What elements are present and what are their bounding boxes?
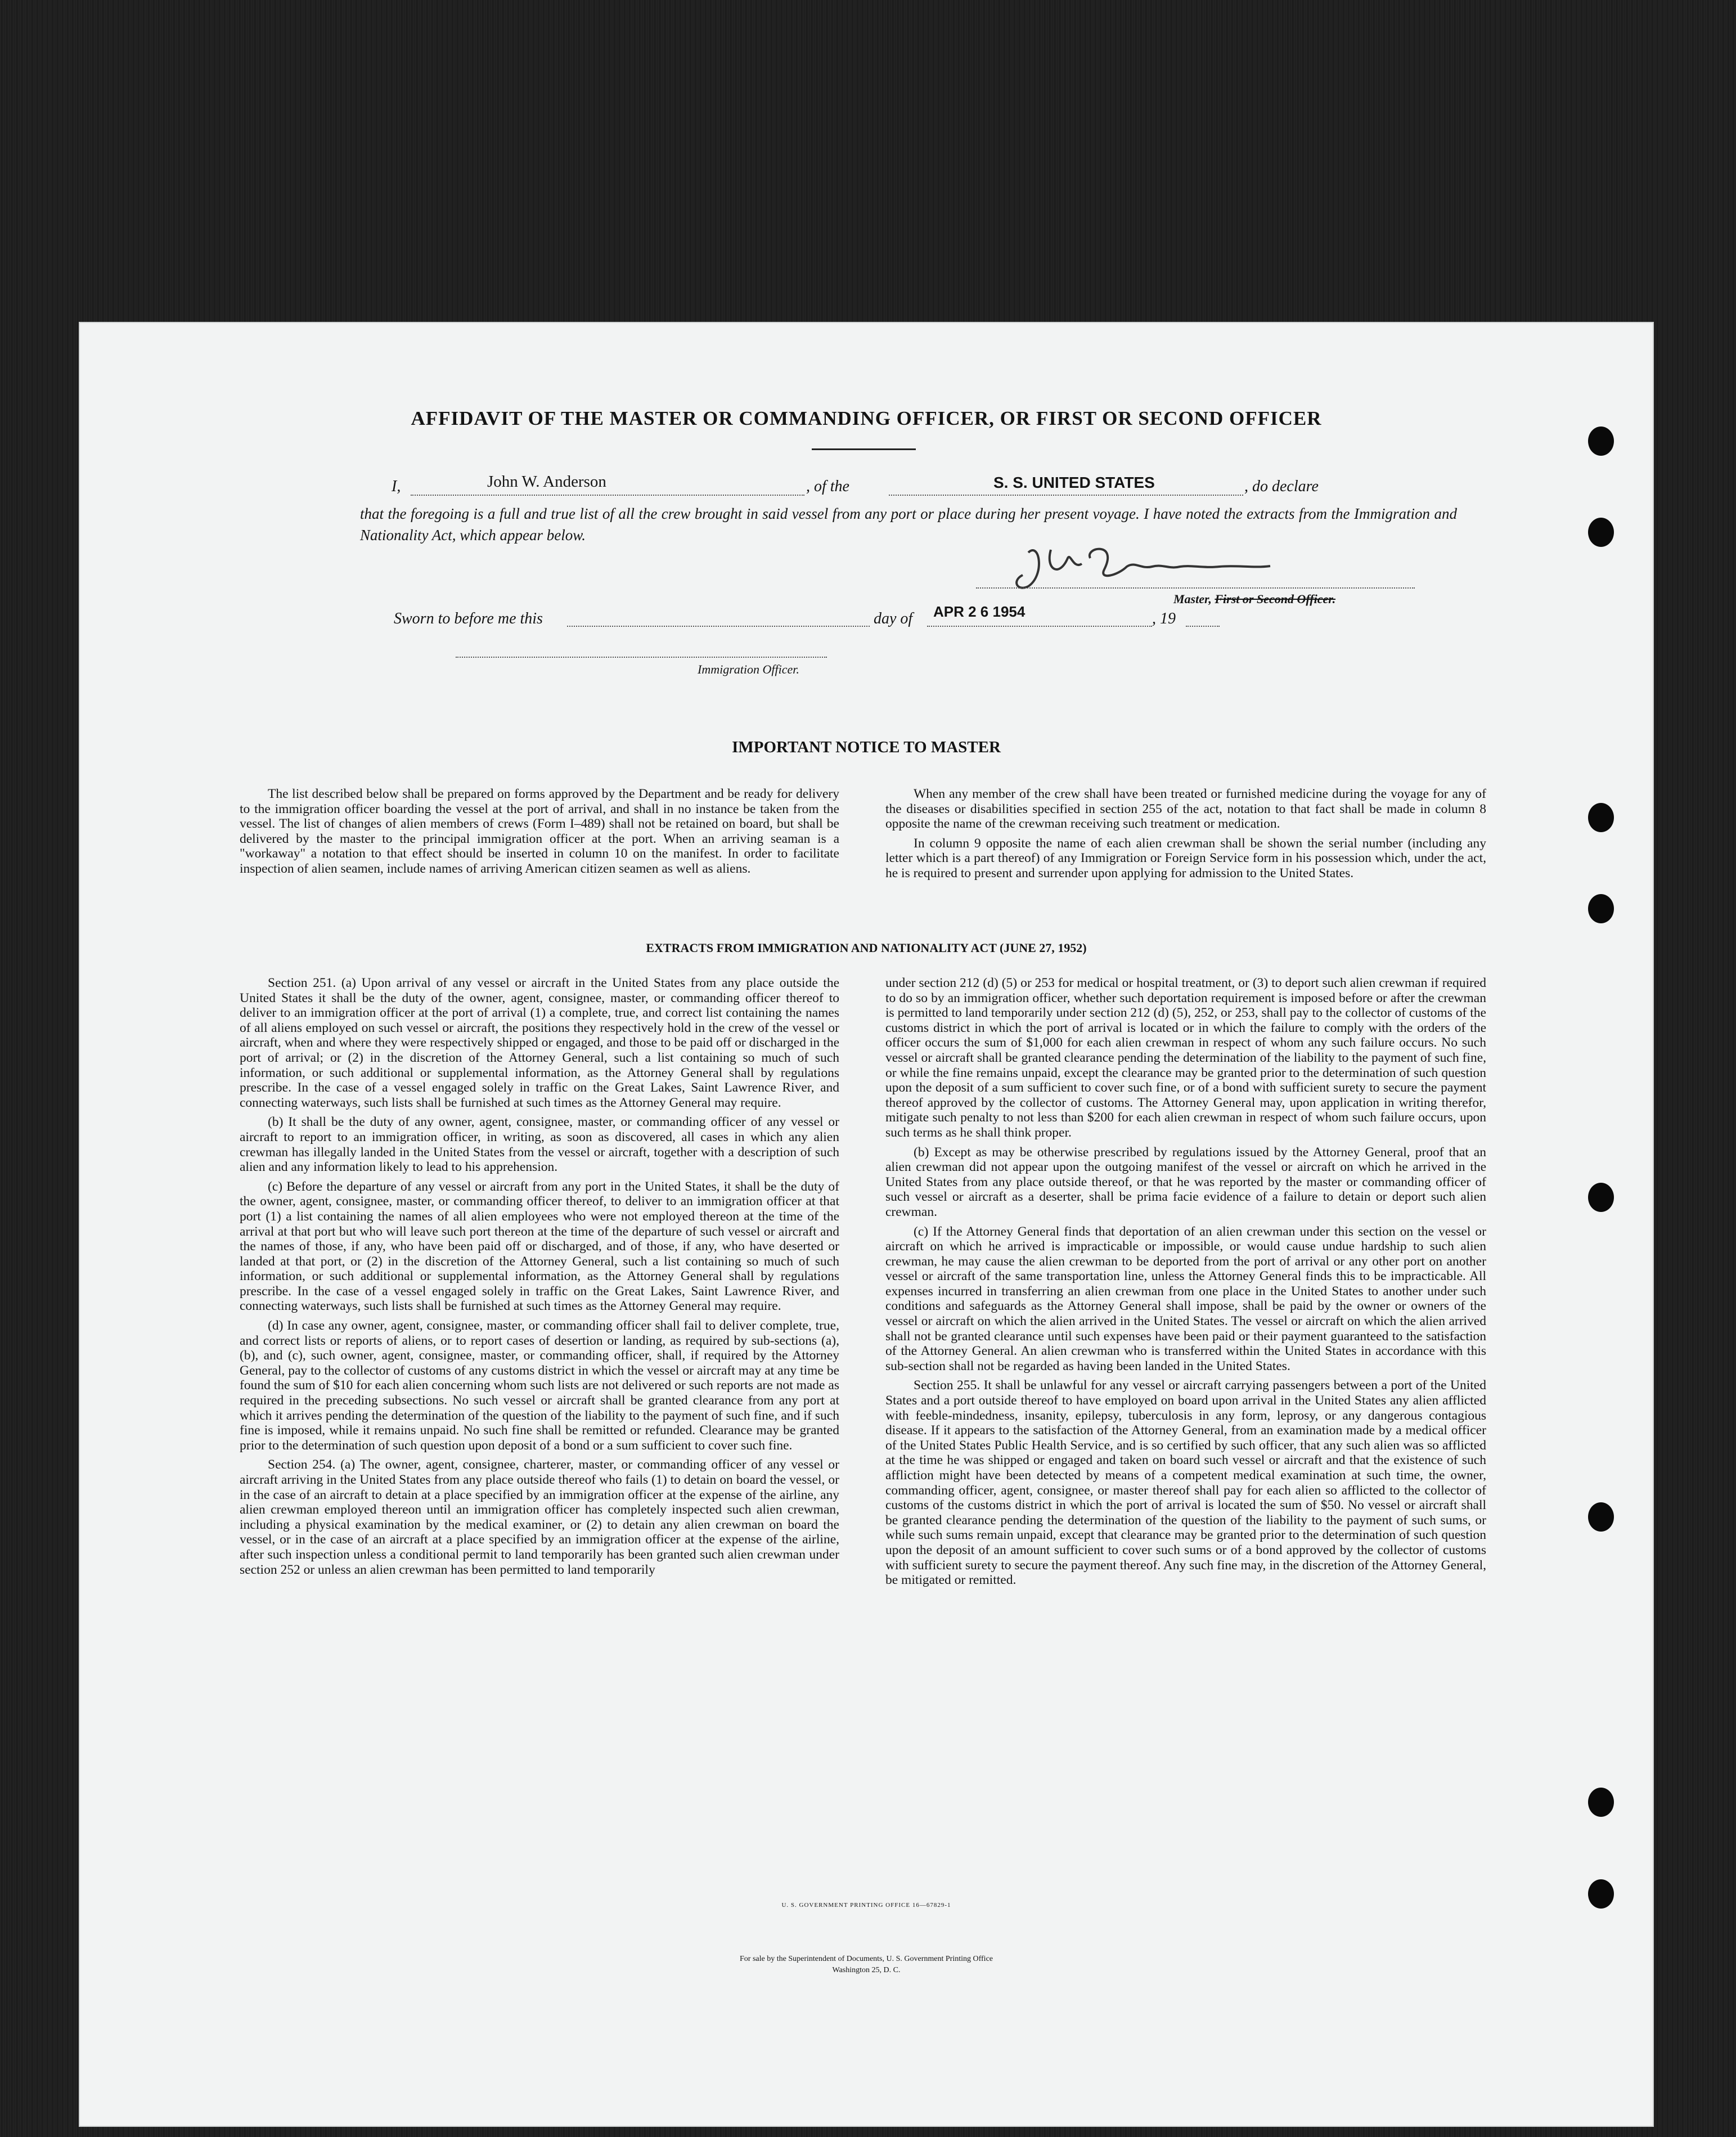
footer-line-2: Washington 25, D. C.: [832, 1966, 901, 1974]
paragraph: Section 254. (a) The owner, agent, consignee, charterer, master, or commanding officer of any vessel or aircraft arriving in the United States from any place outside thereof who fails (1) to detain on board the vessel, or in the case of an aircraft to detain at a place specified by an immigration officer at the expense of the airline, any alien crewman employed thereon until an immigration officer has completely inspected such alien crewman, including a physical examination by the medical examiner, or (2) to detain any alien crewman on board the vessel, or in the case of an aircraft at a place specified by an immigration officer at the expense of the airline, after such inspection unless a conditional permit to land temporarily has been granted such alien crewman under section 252 or unless an alien crewman has been permitted to land temporarily: [240, 1457, 839, 1577]
vessel-name: S. S. UNITED STATES: [993, 474, 1155, 491]
document-title: AFFIDAVIT OF THE MASTER OR COMMANDING OFFICER, OR FIRST OR SECOND OFFICER: [411, 407, 1322, 429]
punch-hole: [1588, 803, 1614, 832]
signature-line: [976, 587, 1415, 589]
paragraph: (d) In case any owner, agent, consignee, master, or commanding officer shall fail to deliver complete, true, and correct lists or reports of aliens, or to report cases of desertion or landing, as required by sub-sections (a), (b), and (c), such owner, agent, consignee, master, or commanding officer, shall, if required by the Attorney General, pay to the collector of customs of any customs district in which the vessel or aircraft may at any time be found the sum of $10 for each alien concerning whom such lists are not delivered or such reports are not made as required in the preceding subsections. No such vessel or aircraft shall be granted clearance from any port at which it arrives pending the determination of the question of the liability to the payment of such fine, and if such fine is imposed, while it remains unpaid. No such fine shall be remitted or refunded. Clearance may be granted prior to the determination of such question upon deposit of a bond or a sum sufficient to cover such fine.: [240, 1318, 839, 1453]
extracts-heading: EXTRACTS FROM IMMIGRATION AND NATIONALITY ACT (JUNE 27, 1952): [646, 941, 1087, 955]
name-line: [411, 495, 804, 496]
vessel-line: [889, 495, 1243, 496]
punch-hole: [1588, 1788, 1614, 1817]
sworn-month-line: [927, 626, 1152, 627]
sworn-date-stamp: APR 2 6 1954: [933, 603, 1026, 620]
paragraph: Section 251. (a) Upon arrival of any vessel or aircraft in the United States from any place outside the United States it shall be the duty of the owner, agent, consignee, master, or commanding officer thereof to deliver to an immigration officer at the port of arrival (1) a complete, true, and correct list containing the names of all aliens employed on such vessel or aircraft, the positions they respectively hold in the crew of the vessel or aircraft, when and where they were respectively shipped or engaged, and those to be paid off or discharged in the port of arrival; or (2) in the discretion of the Attorney General, such a list containing so much of such information, or such additional or supplemental information, as the Attorney General shall by regulations prescribe. In the case of a vessel engaged solely in traffic on the Great Lakes, Saint Lawrence River, and connecting waterways, such lists shall be furnished at such times as the Attorney General may require.: [240, 976, 839, 1110]
paragraph: under section 212 (d) (5) or 253 for medical or hospital treatment, or (3) to deport such alien crewman if required to do so by an immigration officer, whether such deportation requirement is imposed before or after the crewman is permitted to land temporarily under section 212 (d) (5), 252, or 253, shall pay to the collector of customs of the customs district in which the port of arrival is located or in which the failure to comply with the orders of the officer occurs the sum of $1,000 for each alien crewman in respect of whom any such failure occurs. No such vessel or aircraft shall be granted clearance pending the determination of the liability to the payment of such fine, or while the fine remains unpaid, except the clearance may be granted prior to the determination of such question upon the deposit of a sum sufficient to cover such fine, or of a bond with sufficient surety to secure the payment thereof approved by the collector of customs. The Attorney General may, upon application in writing therefor, mitigate such penalty to not less than $200 for each alien crewman in respect of whom such failure occurs, upon such terms as he shall think proper.: [885, 976, 1486, 1140]
paragraph: (c) If the Attorney General finds that deportation of an alien crewman under this section on the vessel or aircraft on which he arrived is impracticable or impossible, or would cause undue hardship to such alien crewman, he may cause the alien crewman to be deported from the port of arrival or any other port on another vessel or aircraft of the same transportation line, unless the Attorney General finds this to be impracticable. All expenses incurred in transferring an alien crewman from one place in the United States to another under such conditions and safeguards as the Attorney General shall impose, shall be paid by the owner or owners of the vessel or aircraft on which the alien arrived in the United States. The vessel or aircraft on which the alien arrived shall not be granted clearance until such expenses have been paid or their payment guaranteed to the satisfaction of the Attorney General. An alien crewman who is transferred within the United States in accordance with this sub-section shall not be regarded as having been landed in the United States.: [885, 1224, 1486, 1373]
sworn-label: Sworn to before me this: [394, 610, 543, 627]
paragraph: (b) Except as may be otherwise prescribed by regulations issued by the Attorney General, proof that an alien crewman did not appear upon the outgoing manifest of the vessel or aircraft on which he arrived in the United States from any place outside thereof, or that he was reported by the master or commanding officer of such vessel or aircraft as a deserter, shall be prima facie evidence of a failure to detain or deport such alien crewman.: [885, 1144, 1486, 1219]
i-label: I,: [392, 478, 401, 495]
extracts-left-column: [240, 976, 839, 1577]
master-title: [1173, 592, 1335, 607]
master-title-text: Master,: [1173, 592, 1215, 606]
title-rule: [812, 448, 916, 450]
immigration-officer-label: Immigration Officer.: [698, 662, 799, 676]
sworn-day-line: [567, 626, 870, 627]
immigration-officer-line: [456, 657, 827, 658]
notice-right-column: [885, 787, 1486, 881]
year-line: [1186, 626, 1220, 627]
punch-hole: [1588, 1502, 1614, 1532]
master-name: John W. Anderson: [487, 473, 606, 491]
paragraph: The list described below shall be prepared on forms approved by the Department and be ready for delivery to the immigration officer boarding the vessel at the port of arrival, and shall in no instance be taken from the vessel. The list of changes of alien members of crews (Form I–489) shall not be retained on board, but shall be delivered by the master to the principal immigration officer at the port. When an arriving seaman is a "workaway" a notation to that effect should be inserted in column 10 on the manifest. In order to facilitate inspection of alien seamen, include names of arriving American citizen seamen as well as aliens.: [240, 787, 839, 876]
punch-hole: [1588, 518, 1614, 547]
extracts-right-column: [885, 976, 1486, 1588]
day-of-label: day of: [874, 610, 913, 627]
notice-left-column: [240, 787, 839, 877]
punch-hole: [1588, 1183, 1614, 1212]
affidavit-sheet: [79, 322, 1654, 2127]
punch-hole: [1588, 426, 1614, 456]
paragraph: When any member of the crew shall have been treated or furnished medicine during the voyage for any of the diseases or disabilities specified in section 255 of the act, notation to that fact shall be made in column 8 opposite the name of the crewman receiving such treatment or medication.: [885, 787, 1486, 832]
do-declare-label: , do declare: [1244, 478, 1319, 495]
paragraph: (c) Before the departure of any vessel or aircraft from any port in the United States, it shall be the duty of the owner, agent, consignee, master, or commanding officer thereof, to deliver to an immigration officer at that port (1) a list containing the names of all alien employees who were not employed thereon at the time of the arrival at that port but who will leave such port thereon at the time of the departure of such vessel or aircraft and the names of those, if any, who have been paid off or discharged, and of those, if any, who have deserted or landed at that port, or (2) in the discretion of the Attorney General, such a list containing so much of such information, or such additional or supplemental information, as the Attorney General shall by regulations prescribe. In the case of a vessel engaged solely in traffic on the Great Lakes, Saint Lawrence River, and connecting waterways, such lists shall be furnished at such times as the Attorney General may require.: [240, 1179, 839, 1314]
punch-hole: [1588, 894, 1614, 923]
printing-office-line: U. S. GOVERNMENT PRINTING OFFICE 16—67829-1: [781, 1902, 951, 1909]
footer-line-1: For sale by the Superintendent of Documents, U. S. Government Printing Office: [740, 1955, 993, 1963]
declaration-statement: that the foregoing is a full and true list of all the crew brought in said vessel from any port or place during her present voyage. I have noted the extracts from the Immigration and Nationality Act, which appear below.: [360, 505, 1457, 544]
struck-officer-title: First or Second Officer.: [1215, 592, 1336, 606]
year-prefix: , 19: [1152, 610, 1176, 627]
notice-heading: IMPORTANT NOTICE TO MASTER: [732, 738, 1001, 756]
paragraph: In column 9 opposite the name of each alien crewman shall be shown the serial number (including any letter which is a part thereof) of any Immigration or Foreign Service form in his possession which, under the act, he is required to present and surrender upon applying for admission to the United States.: [885, 836, 1486, 881]
paragraph: (b) It shall be the duty of any owner, agent, consignee, master, or commanding officer of any vessel or aircraft to report to an immigration officer, in writing, as soon as discovered, all cases in which any alien crewman has illegally landed in the United States from the vessel or aircraft, together with a description of such alien and any information likely to lead to his apprehension.: [240, 1115, 839, 1175]
of-the-label: , of the: [806, 478, 849, 495]
paragraph: Section 255. It shall be unlawful for any vessel or aircraft carrying passengers between a port of the United States and a port outside thereof to have employed on board upon arrival in the United States any alien afflicted with feeble-mindedness, insanity, epilepsy, tuberculosis in any form, leprosy, or any dangerous contagious disease. If it appears to the satisfaction of the Attorney General, from an examination made by a medical officer of the United States Public Health Service, and is so certified by such officer, that any such alien was so afflicted at the time he was shipped or engaged and taken on board such vessel or aircraft and that the existence of such affliction might have been detected by means of a competent medical examination at such time, the owner, commanding officer, agent, consignee, or master thereof shall pay for each alien so afflicted to the collector of customs of the customs district in which the port of arrival is located the sum of $50. No vessel or aircraft shall be granted clearance pending the determination of the question of the liability to the payment of such sums, or while such sums remain unpaid, except that clearance may be granted prior to the determination of such question upon the deposit of an amount sufficient to cover such sums or of a bond approved by the collector of customs with sufficient surety to secure the payment thereof. Any such fine may, in the discretion of the Attorney General, be mitigated or remitted.: [885, 1378, 1486, 1588]
